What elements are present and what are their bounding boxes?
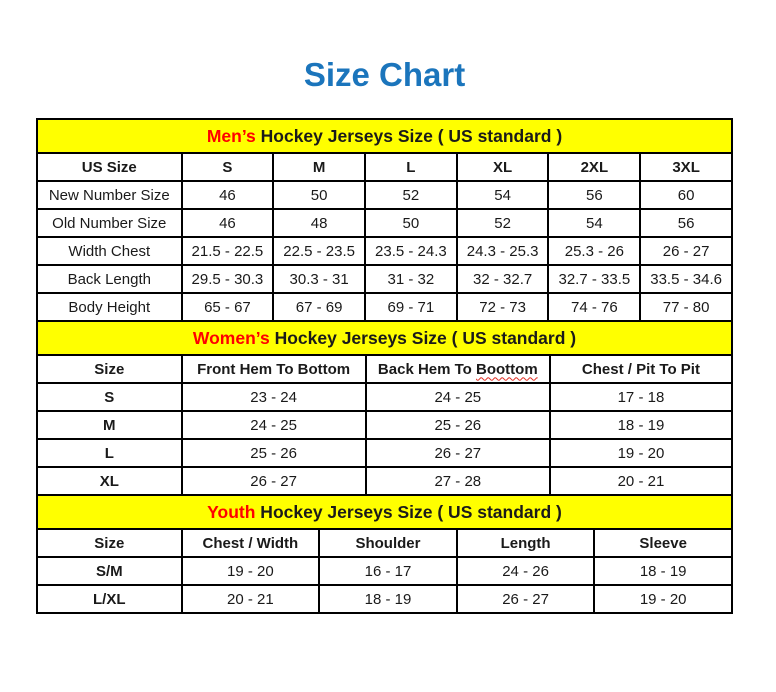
cell-value: 26 - 27	[182, 467, 366, 495]
cell-value: 22.5 - 23.5	[273, 237, 365, 265]
womens-header-row	[37, 355, 732, 383]
cell-value: 67 - 69	[273, 293, 365, 321]
table-row	[37, 237, 732, 265]
cell-value: 20 - 21	[550, 467, 732, 495]
cell-value: 69 - 71	[365, 293, 457, 321]
row-label: L	[37, 439, 182, 467]
cell-value: 32 - 32.7	[457, 265, 549, 293]
youth-band-text: Hockey Jerseys Size ( US standard )	[255, 501, 562, 522]
mens-column-header: S	[182, 153, 274, 181]
mens-column-header: US Size	[37, 153, 182, 181]
table-row	[37, 383, 732, 411]
cell-value: 46	[182, 181, 274, 209]
table-row	[37, 411, 732, 439]
table-row	[37, 181, 732, 209]
cell-value: 24 - 25	[182, 411, 366, 439]
cell-value: 25.3 - 26	[548, 237, 640, 265]
cell-value: 72 - 73	[457, 293, 549, 321]
womens-section-header	[37, 321, 732, 355]
table-row	[37, 439, 732, 467]
mens-column-header: M	[273, 153, 365, 181]
youth-column-header: Size	[37, 529, 182, 557]
page-title: Size Chart	[303, 56, 466, 93]
cell-value: 77 - 80	[640, 293, 732, 321]
mens-section-band	[37, 119, 732, 153]
cell-value: 24 - 25	[366, 383, 550, 411]
cell-value: 23.5 - 24.3	[365, 237, 457, 265]
cell-value: 52	[365, 181, 457, 209]
cell-value: 65 - 67	[182, 293, 274, 321]
cell-value: 26 - 27	[640, 237, 732, 265]
cell-value: 30.3 - 31	[273, 265, 365, 293]
cell-value: 26 - 27	[457, 585, 595, 613]
row-label: L/XL	[37, 585, 182, 613]
table-row	[37, 265, 732, 293]
womens-band-text: Hockey Jerseys Size ( US standard )	[269, 327, 577, 348]
misspelled-word: Boottom	[476, 360, 538, 378]
cell-value: 48	[273, 209, 365, 237]
cell-value: 50	[365, 209, 457, 237]
row-label: S/M	[37, 557, 182, 585]
size-chart-sheet	[36, 0, 733, 614]
womens-column-header	[366, 355, 550, 383]
cell-value: 50	[273, 181, 365, 209]
womens-column-header: Front Hem To Bottom	[182, 355, 366, 383]
table-row	[37, 557, 732, 585]
mens-column-header: 3XL	[640, 153, 732, 181]
cell-value: 56	[640, 209, 732, 237]
cell-value: 26 - 27	[366, 439, 550, 467]
cell-value: 19 - 20	[594, 585, 732, 613]
cell-value: 18 - 19	[594, 557, 732, 585]
mens-size-table	[36, 118, 733, 322]
cell-value: 54	[548, 209, 640, 237]
cell-value: 23 - 24	[182, 383, 366, 411]
mens-section-header	[37, 119, 732, 153]
mens-band-highlight: Men’s	[206, 125, 256, 146]
cell-value: 18 - 19	[319, 585, 457, 613]
cell-value: 74 - 76	[548, 293, 640, 321]
youth-column-header: Sleeve	[594, 529, 732, 557]
womens-column-header: Size	[37, 355, 182, 383]
row-label: Width Chest	[37, 237, 182, 265]
womens-section-band	[37, 321, 732, 355]
youth-column-header: Shoulder	[319, 529, 457, 557]
cell-value: 24.3 - 25.3	[457, 237, 549, 265]
cell-value: 32.7 - 33.5	[548, 265, 640, 293]
womens-band-highlight: Women’s	[192, 327, 270, 348]
youth-column-header: Length	[457, 529, 595, 557]
mens-band-text: Hockey Jerseys Size ( US standard )	[255, 125, 563, 146]
womens-size-table	[36, 320, 733, 496]
cell-value: 18 - 19	[550, 411, 732, 439]
mens-column-header: 2XL	[548, 153, 640, 181]
youth-section-band	[37, 495, 732, 529]
cell-value: 56	[548, 181, 640, 209]
row-label: Back Length	[37, 265, 182, 293]
cell-value: 54	[457, 181, 549, 209]
cell-value: 52	[457, 209, 549, 237]
cell-value: 24 - 26	[457, 557, 595, 585]
cell-value: 19 - 20	[550, 439, 732, 467]
cell-value: 20 - 21	[182, 585, 320, 613]
row-label: Old Number Size	[37, 209, 182, 237]
table-row	[37, 293, 732, 321]
mens-header-row	[37, 153, 732, 181]
row-label: XL	[37, 467, 182, 495]
cell-value: 27 - 28	[366, 467, 550, 495]
cell-value: 16 - 17	[319, 557, 457, 585]
womens-column-header: Chest / Pit To Pit	[550, 355, 732, 383]
table-row	[37, 585, 732, 613]
column-header-text: Back Hem To	[377, 360, 477, 378]
table-row	[37, 467, 732, 495]
cell-value: 25 - 26	[182, 439, 366, 467]
cell-value: 19 - 20	[182, 557, 320, 585]
mens-column-header: L	[365, 153, 457, 181]
youth-size-table	[36, 494, 733, 614]
cell-value: 21.5 - 22.5	[182, 237, 274, 265]
cell-value: 33.5 - 34.6	[640, 265, 732, 293]
cell-value: 46	[182, 209, 274, 237]
youth-column-header: Chest / Width	[182, 529, 320, 557]
cell-value: 29.5 - 30.3	[182, 265, 274, 293]
cell-value: 17 - 18	[550, 383, 732, 411]
mens-column-header: XL	[457, 153, 549, 181]
youth-header-row	[37, 529, 732, 557]
youth-section-header	[37, 495, 732, 529]
row-label: Body Height	[37, 293, 182, 321]
cell-value: 31 - 32	[365, 265, 457, 293]
row-label: S	[37, 383, 182, 411]
cell-value: 60	[640, 181, 732, 209]
table-row	[37, 209, 732, 237]
youth-band-highlight: Youth	[207, 501, 256, 522]
row-label: New Number Size	[37, 181, 182, 209]
cell-value: 25 - 26	[366, 411, 550, 439]
row-label: M	[37, 411, 182, 439]
